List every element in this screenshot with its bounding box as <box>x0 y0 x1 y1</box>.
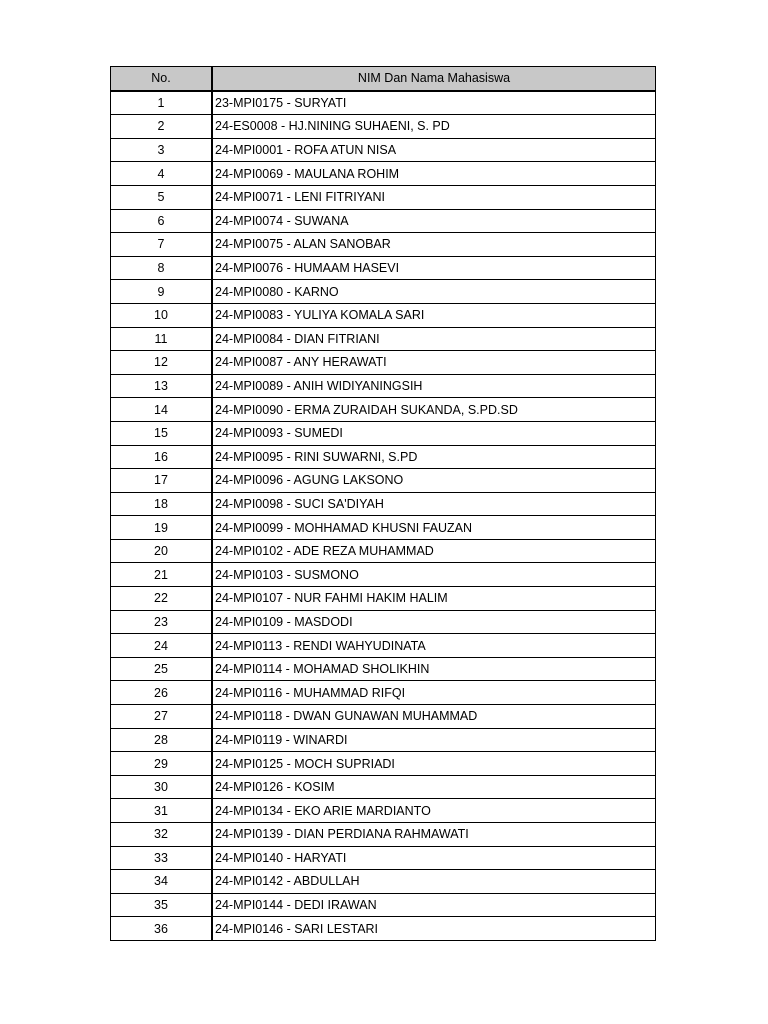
student-nim-name: 24-MPI0139 - DIAN PERDIANA RAHMAWATI <box>212 823 656 847</box>
row-number: 13 <box>111 374 213 398</box>
table-row <box>111 115 656 139</box>
row-number: 11 <box>111 327 213 351</box>
student-nim-name: 24-MPI0098 - SUCI SA'DIYAH <box>212 492 656 516</box>
table-row <box>111 823 656 847</box>
row-number: 8 <box>111 256 213 280</box>
student-nim-name: 24-MPI0118 - DWAN GUNAWAN MUHAMMAD <box>212 705 656 729</box>
table-row <box>111 563 656 587</box>
row-number: 17 <box>111 469 213 493</box>
student-nim-name: 24-MPI0074 - SUWANA <box>212 209 656 233</box>
table-row <box>111 846 656 870</box>
row-number: 7 <box>111 233 213 257</box>
student-nim-name: 24-MPI0109 - MASDODI <box>212 610 656 634</box>
row-number: 5 <box>111 185 213 209</box>
row-number: 14 <box>111 398 213 422</box>
row-number: 2 <box>111 115 213 139</box>
student-nim-name: 24-MPI0134 - EKO ARIE MARDIANTO <box>212 799 656 823</box>
student-nim-name: 24-MPI0090 - ERMA ZURAIDAH SUKANDA, S.PD.SD <box>212 398 656 422</box>
table-row <box>111 728 656 752</box>
student-nim-name: 24-MPI0102 - ADE REZA MUHAMMAD <box>212 539 656 563</box>
table-row <box>111 398 656 422</box>
row-number: 35 <box>111 893 213 917</box>
table-row <box>111 587 656 611</box>
student-nim-name: 24-MPI0103 - SUSMONO <box>212 563 656 587</box>
table-row <box>111 539 656 563</box>
student-nim-name: 24-MPI0087 - ANY HERAWATI <box>212 351 656 375</box>
row-number: 24 <box>111 634 213 658</box>
row-number: 34 <box>111 870 213 894</box>
student-nim-name: 24-MPI0119 - WINARDI <box>212 728 656 752</box>
row-number: 4 <box>111 162 213 186</box>
student-nim-name: 24-MPI0125 - MOCH SUPRIADI <box>212 752 656 776</box>
table-row <box>111 351 656 375</box>
row-number: 36 <box>111 917 213 941</box>
table-row <box>111 870 656 894</box>
table-row <box>111 162 656 186</box>
table-row <box>111 610 656 634</box>
table-row <box>111 893 656 917</box>
row-number: 21 <box>111 563 213 587</box>
student-nim-name: 24-MPI0069 - MAULANA ROHIM <box>212 162 656 186</box>
row-number: 32 <box>111 823 213 847</box>
row-number: 20 <box>111 539 213 563</box>
row-number: 28 <box>111 728 213 752</box>
student-nim-name: 24-MPI0096 - AGUNG LAKSONO <box>212 469 656 493</box>
table-row <box>111 705 656 729</box>
student-nim-name: 23-MPI0175 - SURYATI <box>212 91 656 115</box>
student-nim-name: 24-ES0008 - HJ.NINING SUHAENI, S. PD <box>212 115 656 139</box>
row-number: 6 <box>111 209 213 233</box>
student-nim-name: 24-MPI0071 - LENI FITRIYANI <box>212 185 656 209</box>
table-row <box>111 752 656 776</box>
table-row <box>111 799 656 823</box>
student-nim-name: 24-MPI0116 - MUHAMMAD RIFQI <box>212 681 656 705</box>
student-nim-name: 24-MPI0113 - RENDI WAHYUDINATA <box>212 634 656 658</box>
student-nim-name: 24-MPI0140 - HARYATI <box>212 846 656 870</box>
row-number: 23 <box>111 610 213 634</box>
table-row <box>111 445 656 469</box>
student-nim-name: 24-MPI0089 - ANIH WIDIYANINGSIH <box>212 374 656 398</box>
table-row <box>111 138 656 162</box>
row-number: 27 <box>111 705 213 729</box>
table-row <box>111 327 656 351</box>
header-nim-name: NIM Dan Nama Mahasiswa <box>212 67 656 91</box>
student-list-sheet <box>110 66 656 941</box>
table-row <box>111 657 656 681</box>
student-nim-name: 24-MPI0142 - ABDULLAH <box>212 870 656 894</box>
student-nim-name: 24-MPI0099 - MOHHAMAD KHUSNI FAUZAN <box>212 516 656 540</box>
row-number: 3 <box>111 138 213 162</box>
table-body <box>111 91 656 941</box>
table-row <box>111 469 656 493</box>
student-nim-name: 24-MPI0146 - SARI LESTARI <box>212 917 656 941</box>
student-nim-name: 24-MPI0144 - DEDI IRAWAN <box>212 893 656 917</box>
row-number: 29 <box>111 752 213 776</box>
student-table <box>110 66 656 941</box>
table-row <box>111 209 656 233</box>
student-nim-name: 24-MPI0107 - NUR FAHMI HAKIM HALIM <box>212 587 656 611</box>
student-nim-name: 24-MPI0075 - ALAN SANOBAR <box>212 233 656 257</box>
row-number: 16 <box>111 445 213 469</box>
table-row <box>111 775 656 799</box>
student-nim-name: 24-MPI0080 - KARNO <box>212 280 656 304</box>
header-no: No. <box>111 67 213 91</box>
student-nim-name: 24-MPI0084 - DIAN FITRIANI <box>212 327 656 351</box>
row-number: 10 <box>111 303 213 327</box>
row-number: 19 <box>111 516 213 540</box>
table-row <box>111 492 656 516</box>
table-row <box>111 91 656 115</box>
row-number: 31 <box>111 799 213 823</box>
student-nim-name: 24-MPI0083 - YULIYA KOMALA SARI <box>212 303 656 327</box>
table-row <box>111 256 656 280</box>
table-row <box>111 421 656 445</box>
student-nim-name: 24-MPI0114 - MOHAMAD SHOLIKHIN <box>212 657 656 681</box>
student-nim-name: 24-MPI0093 - SUMEDI <box>212 421 656 445</box>
row-number: 12 <box>111 351 213 375</box>
table-row <box>111 280 656 304</box>
row-number: 18 <box>111 492 213 516</box>
table-row <box>111 303 656 327</box>
row-number: 30 <box>111 775 213 799</box>
row-number: 15 <box>111 421 213 445</box>
student-nim-name: 24-MPI0095 - RINI SUWARNI, S.PD <box>212 445 656 469</box>
row-number: 33 <box>111 846 213 870</box>
row-number: 1 <box>111 91 213 115</box>
table-row <box>111 516 656 540</box>
table-row <box>111 374 656 398</box>
student-nim-name: 24-MPI0001 - ROFA ATUN NISA <box>212 138 656 162</box>
student-nim-name: 24-MPI0126 - KOSIM <box>212 775 656 799</box>
student-nim-name: 24-MPI0076 - HUMAAM HASEVI <box>212 256 656 280</box>
table-row <box>111 185 656 209</box>
table-row <box>111 917 656 941</box>
table-row <box>111 233 656 257</box>
row-number: 9 <box>111 280 213 304</box>
row-number: 26 <box>111 681 213 705</box>
table-row <box>111 681 656 705</box>
row-number: 22 <box>111 587 213 611</box>
table-row <box>111 634 656 658</box>
row-number: 25 <box>111 657 213 681</box>
table-header-row <box>111 67 656 91</box>
